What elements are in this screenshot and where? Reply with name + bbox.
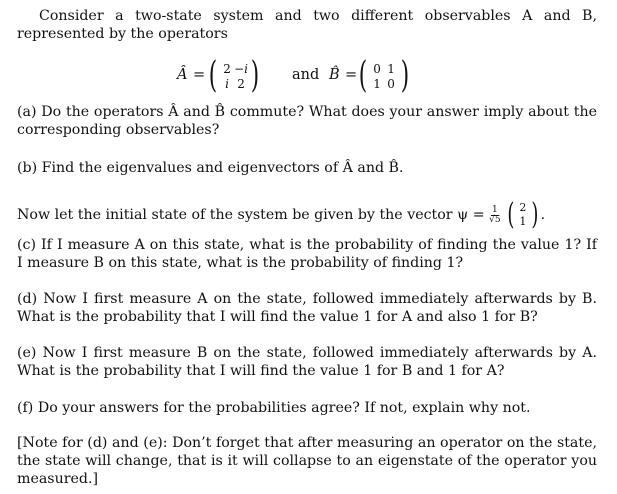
note-paragraph: [Note for (d) and (e): Don’t forget that after measuring an operator on the state, the state will change, that is it will collapse to an eigenstate of the operator you measured.] <box>17 435 597 487</box>
matrix-b-entry: 0 <box>373 61 381 76</box>
matrix-b-entries <box>370 61 398 91</box>
right-paren-icon: ) <box>531 197 539 232</box>
state-vector-entry: 1 <box>519 215 527 228</box>
operator-definitions <box>0 55 617 96</box>
part-a: (a) Do the operators Â and B̂ commute? What does your answer imply about the corresponding observables? <box>17 104 597 138</box>
state-vector-entries <box>517 201 529 229</box>
left-paren-icon: ( <box>208 55 218 96</box>
left-paren-icon: ( <box>507 197 515 232</box>
and-word: and <box>292 67 320 83</box>
matrix-a-entry: −i <box>234 61 248 76</box>
operator-a-symbol: Â <box>177 67 188 83</box>
normalization-fraction <box>489 206 500 225</box>
matrix-b-entry: 0 <box>387 76 395 91</box>
part-f: (f) Do your answers for the probabilities agree? If not, explain why not. <box>17 400 531 416</box>
period: . <box>540 207 546 223</box>
intro-paragraph: Consider a two-state system and two different observables A and B, represented by the operators <box>17 8 597 42</box>
matrix-a-entries <box>220 61 248 91</box>
matrix-b-entry: 1 <box>373 76 381 91</box>
equals-sign-b: = <box>345 67 358 83</box>
matrix-b <box>356 55 412 96</box>
equals-sign-a: = <box>193 67 206 83</box>
matrix-a-entry: i <box>225 76 229 91</box>
part-e: (e) Now I first measure B on the state, followed immediately afterwards by A. What is the probability that I will find the value 1 for B and 1 for A? <box>17 345 597 379</box>
part-c: (c) If I measure A on this state, what is the probability of finding the value 1? If I measure B on this state, what is the probability of finding 1? <box>17 237 597 271</box>
state-vector <box>505 197 540 232</box>
initial-state-line <box>17 197 597 232</box>
fraction-denominator: √5 <box>489 214 501 225</box>
right-paren-icon: ) <box>400 55 410 96</box>
left-paren-icon: ( <box>358 55 368 96</box>
matrix-a-entry: 2 <box>237 76 245 91</box>
part-b: (b) Find the eigenvalues and eigenvectors of Â and B̂. <box>17 160 404 176</box>
operator-b-symbol: B̂ <box>329 67 340 83</box>
matrix-a <box>206 55 262 96</box>
matrix-b-entry: 1 <box>387 61 395 76</box>
initial-state-text: Now let the initial state of the system be given by the vector ψ = <box>17 207 485 223</box>
fraction-numerator: 1 <box>492 204 498 215</box>
part-d: (d) Now I first measure A on the state, followed immediately afterwards by B. What is the probability that I will find the value 1 for A and also 1 for B? <box>17 291 597 325</box>
matrix-a-entry: 2 <box>223 61 231 76</box>
right-paren-icon: ) <box>250 55 260 96</box>
state-vector-entry: 2 <box>519 201 527 214</box>
